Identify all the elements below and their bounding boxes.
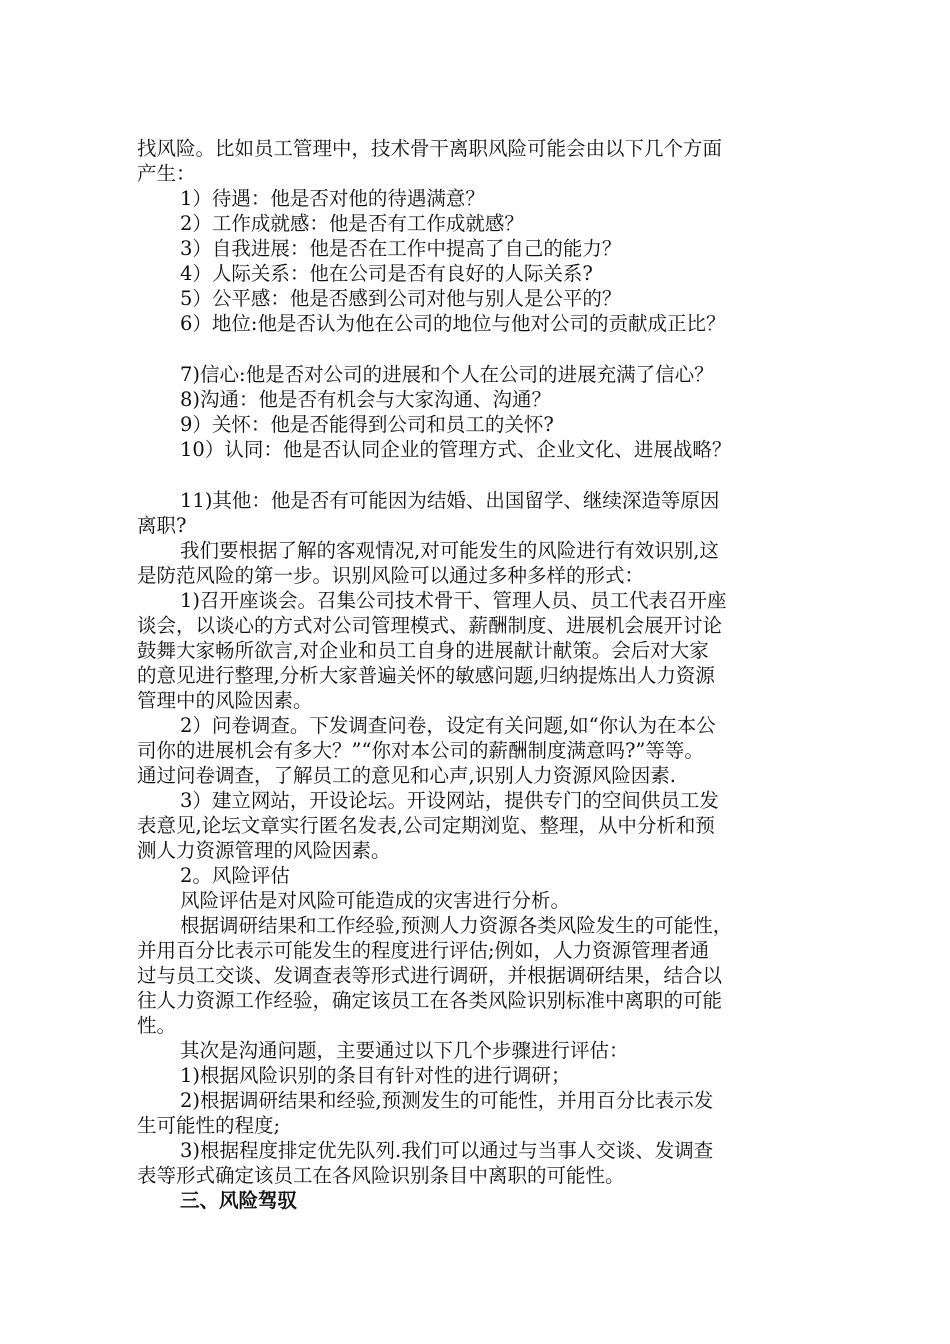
list-item: 1）待遇：他是否对他的待遇满意？ xyxy=(180,187,485,210)
text-line: 鼓舞大家畅所欲言,对企业和员工自身的进展献计献策。会后对大家 xyxy=(137,639,709,662)
text-line: 通过问卷调查，了解员工的意见和心声,识别人力资源风险因素. xyxy=(137,764,676,787)
list-item: 4）人际关系：他在公司是否有良好的人际关系? xyxy=(180,262,593,285)
list-item: 3）自我进展：他是否在工作中提高了自己的能力？ xyxy=(180,237,622,260)
list-item: 3)根据程度排定优先队列.我们可以通过与当事人交谈、发调查 xyxy=(180,1139,714,1162)
list-item: 6）地位:他是否认为他在公司的地位与他对公司的贡献成正比？ xyxy=(180,312,726,335)
list-item: 8)沟通：他是否有机会与大家沟通、沟通？ xyxy=(180,388,552,411)
paragraph-line: 根据调研结果和工作经验,预测人力资源各类风险发生的可能性， xyxy=(180,914,733,937)
text-line: 表意见,论坛文章实行匿名发表,公司定期浏览、整理，从中分析和预 xyxy=(137,814,715,837)
list-item: 10）认同：他是否认同企业的管理方式、企业文化、进展战略？ xyxy=(180,438,732,461)
paragraph-line: 3）建立网站，开设论坛。开设网站，提供专门的空间供员工发 xyxy=(180,789,719,812)
paragraph-line: 其次是沟通问题，主要通过以下几个步骤进行评估： xyxy=(180,1039,629,1062)
text-line: 谈会，以谈心的方式对公司管理模式、薪酬制度、进展机会展开讨论 xyxy=(137,614,723,637)
list-item: 9）关怀：他是否能得到公司和员工的关怀? xyxy=(180,413,554,436)
paragraph-line: 1)召开座谈会。召集公司技术骨干、管理人员、员工代表召开座 xyxy=(180,589,727,612)
paragraph-line: 我们要根据了解的客观情况,对可能发生的风险进行有效识别,这 xyxy=(180,539,719,562)
text-line: 找风险。比如员工管理中，技术骨干离职风险可能会由以下几个方面 xyxy=(137,137,723,160)
text-line: 生可能性的程度; xyxy=(137,1114,281,1137)
text-line: 离职? xyxy=(137,514,187,537)
text-line: 的意见进行整理,分析大家普遍关怀的敏感问题,归纳提炼出人力资源 xyxy=(137,664,715,687)
chapter-heading: 三、风险驾驭 xyxy=(180,1189,298,1212)
text-line: 是防范风险的第一步。识别风险可以通过多种多样的形式： xyxy=(137,564,645,587)
text-line: 性。 xyxy=(137,1014,177,1037)
list-item: 2）工作成就感：他是否有工作成就感？ xyxy=(180,212,524,235)
list-item: 5）公平感：他是否感到公司对他与别人是公平的？ xyxy=(180,287,622,310)
text-line: 测人力资源管理的风险因素。 xyxy=(137,839,391,862)
text-line: 往人力资源工作经验，确定该员工在各类风险识别标准中离职的可能 xyxy=(137,989,723,1012)
list-item: 1)根据风险识别的条目有针对性的进行调研； xyxy=(180,1064,571,1087)
text-line: 表等形式确定该员工在各风险识别条目中离职的可能性。 xyxy=(137,1164,625,1187)
list-item: 7)信心:他是否对公司的进展和个人在公司的进展充满了信心？ xyxy=(180,363,714,386)
section-heading: 2。风险评估 xyxy=(180,864,290,887)
text-line: 管理中的风险因素。 xyxy=(137,689,313,712)
list-item: 2)根据调研结果和经验,预测发生的可能性，并用百分比表示发 xyxy=(180,1089,714,1112)
text-line: 司你的进展机会有多大？”“你对本公司的薪酬制度满意吗?”等等。 xyxy=(137,739,704,762)
list-item: 11)其他：他是否有可能因为结婚、出国留学、继续深造等原因 xyxy=(180,489,720,512)
text-line: 产生： xyxy=(137,162,196,185)
paragraph-line: 风险评估是对风险可能造成的灾害进行分析。 xyxy=(180,889,571,912)
text-line: 过与员工交谈、发调查表等形式进行调研，并根据调研结果，结合以 xyxy=(137,964,723,987)
paragraph-line: 2）问卷调查。下发调查问卷，设定有关问题,如“你认为在本公 xyxy=(180,714,716,737)
text-line: 并用百分比表示可能发生的程度进行评估;例如，人力资源管理者通 xyxy=(137,939,710,962)
